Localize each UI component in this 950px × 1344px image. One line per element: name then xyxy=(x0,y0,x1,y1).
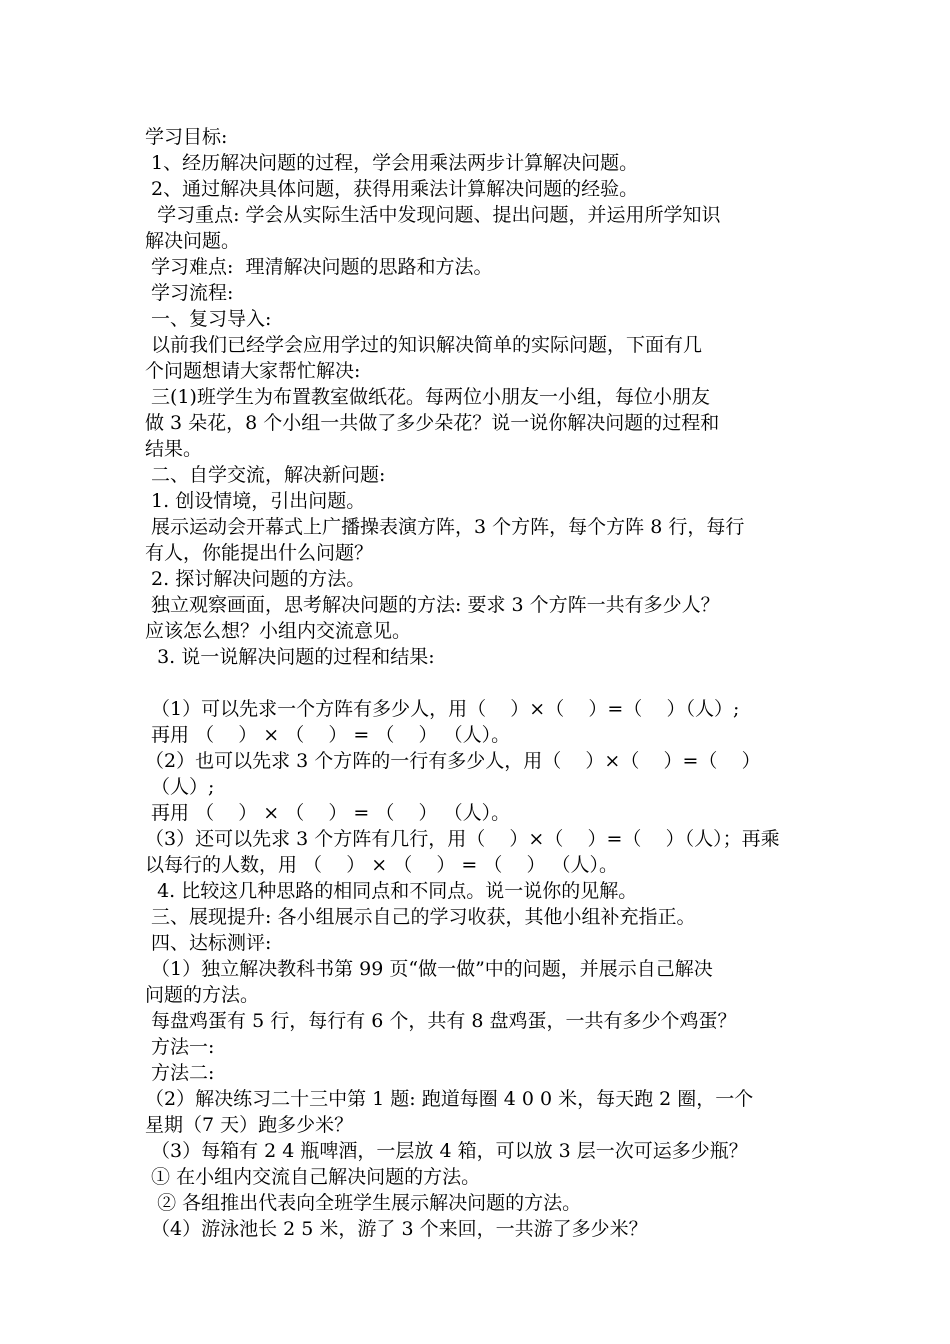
text-line: （人）; xyxy=(145,776,215,798)
text-line: （3）还可以先求 3 个方阵有几行，用（ ）×（ ）=（ ）（人）；再乘 xyxy=(145,828,780,850)
text-line: 3. 说一说解决问题的过程和结果: xyxy=(145,646,435,668)
text-line: 三(1)班学生为布置教室做纸花。每两位小朋友一小组，每位小朋友 xyxy=(145,386,710,408)
text-line: （1）可以先求一个方阵有多少人，用（ ）×（ ）=（ ）（人）; xyxy=(145,698,740,720)
text-line: 方法二: xyxy=(145,1062,215,1084)
text-line: 独立观察画面，思考解决问题的方法: 要求 3 个方阵一共有多少人？ xyxy=(145,594,720,616)
text-line: 学习重点: 学会从实际生活中发现问题、提出问题，并运用所学知识 xyxy=(145,204,721,226)
text-line: 1. 创设情境，引出问题。 xyxy=(145,490,366,512)
text-line xyxy=(145,670,815,696)
document-page xyxy=(145,124,815,1242)
text-line: 2、通过解决具体问题，获得用乘法计算解决问题的经验。 xyxy=(145,178,639,200)
text-line: 四、达标测评: xyxy=(145,932,272,954)
text-line: 应该怎么想？小组内交流意见。 xyxy=(145,620,412,642)
text-line: （3）每箱有 2 4 瓶啤酒，一层放 4 箱，可以放 3 层一次可运多少瓶？ xyxy=(145,1140,748,1162)
text-line: 问题的方法。 xyxy=(145,984,260,1006)
text-line: （1）独立解决教科书第 99 页“做一做”中的问题，并展示自己解决 xyxy=(145,958,713,980)
text-line: 星期（7 天）跑多少米？ xyxy=(145,1114,354,1136)
text-line: 1、经历解决问题的过程，学会用乘法两步计算解决问题。 xyxy=(145,152,639,174)
text-line: （2）也可以先求 3 个方阵的一行有多少人，用（ ）×（ ）=（ ） xyxy=(145,750,761,772)
text-line: 个问题想请大家帮忙解决: xyxy=(145,360,361,382)
text-line: 以前我们已经学会应用学过的知识解决简单的实际问题，下面有几 xyxy=(145,334,703,356)
text-line: 2. 探讨解决问题的方法。 xyxy=(145,568,366,590)
text-line: ② 各组推出代表向全班学生展示解决问题的方法。 xyxy=(145,1192,582,1214)
text-line: 解决问题。 xyxy=(145,230,241,252)
text-line: 学习难点: 理清解决问题的思路和方法。 xyxy=(145,256,493,278)
text-line: 做 3 朵花，8 个小组一共做了多少朵花？说一说你解决问题的过程和 xyxy=(145,412,720,434)
text-line: 学习流程: xyxy=(145,282,234,304)
text-line: 以每行的人数，用 （ ） × （ ） = （ ） （人）。 xyxy=(145,854,619,876)
text-line: 结果。 xyxy=(145,438,203,460)
text-line: ① 在小组内交流自己解决问题的方法。 xyxy=(145,1166,481,1188)
text-line: 一、复习导入: xyxy=(145,308,272,330)
text-line: 方法一: xyxy=(145,1036,215,1058)
text-line: 有人，你能提出什么问题？ xyxy=(145,542,374,564)
text-line: 再用 （ ） × （ ） = （ ） （人）。 xyxy=(145,802,511,824)
text-line: 学习目标: xyxy=(145,126,228,148)
text-line: 再用 （ ） × （ ） = （ ） （人）。 xyxy=(145,724,511,746)
text-line: （4）游泳池长 2 5 米，游了 3 个来回，一共游了多少米？ xyxy=(145,1218,648,1240)
text-line: 每盘鸡蛋有 5 行，每行有 6 个，共有 8 盘鸡蛋，一共有多少个鸡蛋？ xyxy=(145,1010,737,1032)
text-line: 展示运动会开幕式上广播操表演方阵，3 个方阵，每个方阵 8 行，每行 xyxy=(145,516,745,538)
text-line: 4. 比较这几种思路的相同点和不同点。说一说你的见解。 xyxy=(145,880,638,902)
text-line: 三、展现提升: 各小组展示自己的学习收获，其他小组补充指正。 xyxy=(145,906,696,928)
text-line: 二、自学交流，解决新问题: xyxy=(145,464,386,486)
text-line: （2）解决练习二十三中第 1 题: 跑道每圈 4 0 0 米，每天跑 2 圈，一个 xyxy=(145,1088,754,1110)
